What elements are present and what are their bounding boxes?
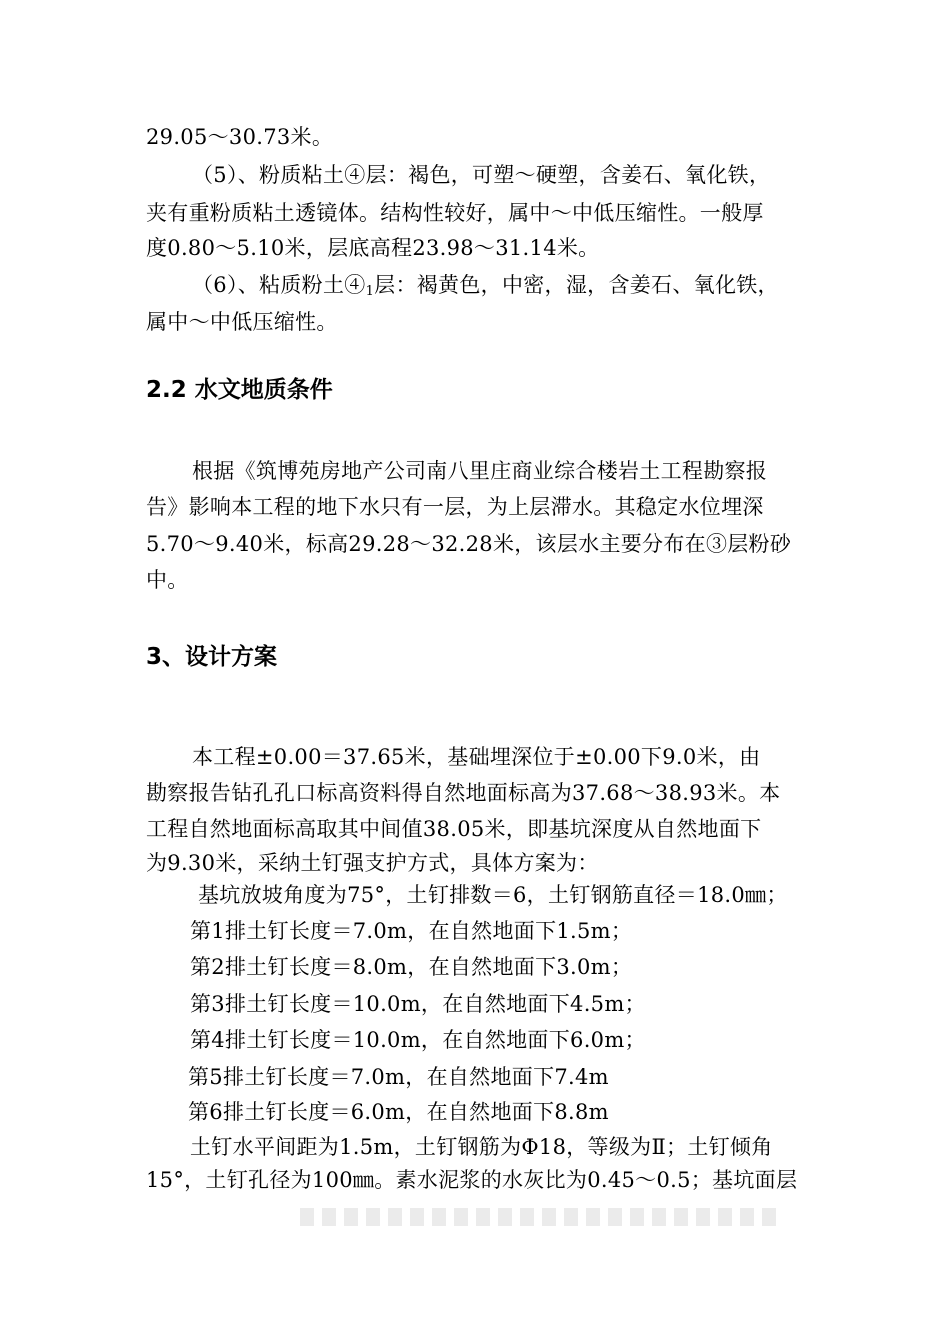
paragraph-line: 告》影响本工程的地下水只有一层，为上层滞水。其稳定水位埋深 — [146, 495, 764, 519]
text-run: （6）、粘质粉土④ — [192, 273, 366, 297]
text-run: 层：褐黄色，中密，湿，含姜石、氧化铁， — [374, 273, 779, 297]
list-item: 第5排土钉长度＝7.0m，在自然地面下7.4m — [188, 1065, 609, 1089]
section-heading: 3、设计方案 — [146, 644, 278, 670]
paragraph-line: 土钉水平间距为1.5m，土钉钢筋为Φ18，等级为Ⅱ；土钉倾角 — [190, 1135, 773, 1159]
paragraph-line: 夹有重粉质粘土透镜体。结构性较好，属中～中低压缩性。一般厚 — [146, 201, 764, 225]
paragraph-line: 29.05～30.73米。 — [146, 125, 334, 149]
paragraph-line: 为9.30米，采纳土钉强支护方式，具体方案为： — [146, 851, 599, 875]
paragraph-line: 根据《筑博苑房地产公司南八里庄商业综合楼岩土工程勘察报 — [192, 459, 768, 483]
list-item: 第3排土钉长度＝10.0m，在自然地面下4.5m； — [190, 992, 646, 1016]
list-item: 第2排土钉长度＝8.0m，在自然地面下3.0m； — [190, 955, 633, 979]
subscript: 1 — [365, 284, 375, 299]
paragraph-line: 中。 — [146, 568, 189, 592]
section-heading: 2.2 水文地质条件 — [146, 377, 333, 403]
paragraph-line: 度0.80～5.10米，层底高程23.98～31.14米。 — [146, 236, 600, 260]
list-item: 第6排土钉长度＝6.0m，在自然地面下8.8m — [188, 1100, 609, 1124]
faint-bleedthrough — [300, 1208, 780, 1226]
paragraph-line: 属中～中低压缩性。 — [146, 310, 338, 334]
list-item: 第1排土钉长度＝7.0m，在自然地面下1.5m； — [190, 919, 633, 943]
paragraph-line: 5.70～9.40米，标高29.28～32.28米，该层水主要分布在③层粉砂 — [146, 532, 792, 556]
paragraph-line: 工程自然地面标高取其中间值38.05米，即基坑深度从自然地面下 — [146, 817, 762, 841]
paragraph-line: 勘察报告钻孔孔口标高资料得自然地面标高为37.68～38.93米。本 — [146, 781, 781, 805]
paragraph-line: 基坑放坡角度为75°，土钉排数＝6，土钉钢筋直径＝18.0㎜； — [198, 883, 788, 907]
paragraph-line: （5）、粉质粘土④层：褐色，可塑～硬塑，含姜石、氧化铁， — [192, 163, 771, 187]
list-item: 第4排土钉长度＝10.0m，在自然地面下6.0m； — [190, 1028, 646, 1052]
paragraph-line: 本工程±0.00＝37.65米，基础埋深位于±0.00下9.0米，由 — [192, 745, 761, 769]
paragraph-line: 15°，土钉孔径为100㎜。素水泥浆的水灰比为0.45～0.5；基坑面层 — [146, 1168, 798, 1192]
paragraph-line — [192, 268, 779, 309]
